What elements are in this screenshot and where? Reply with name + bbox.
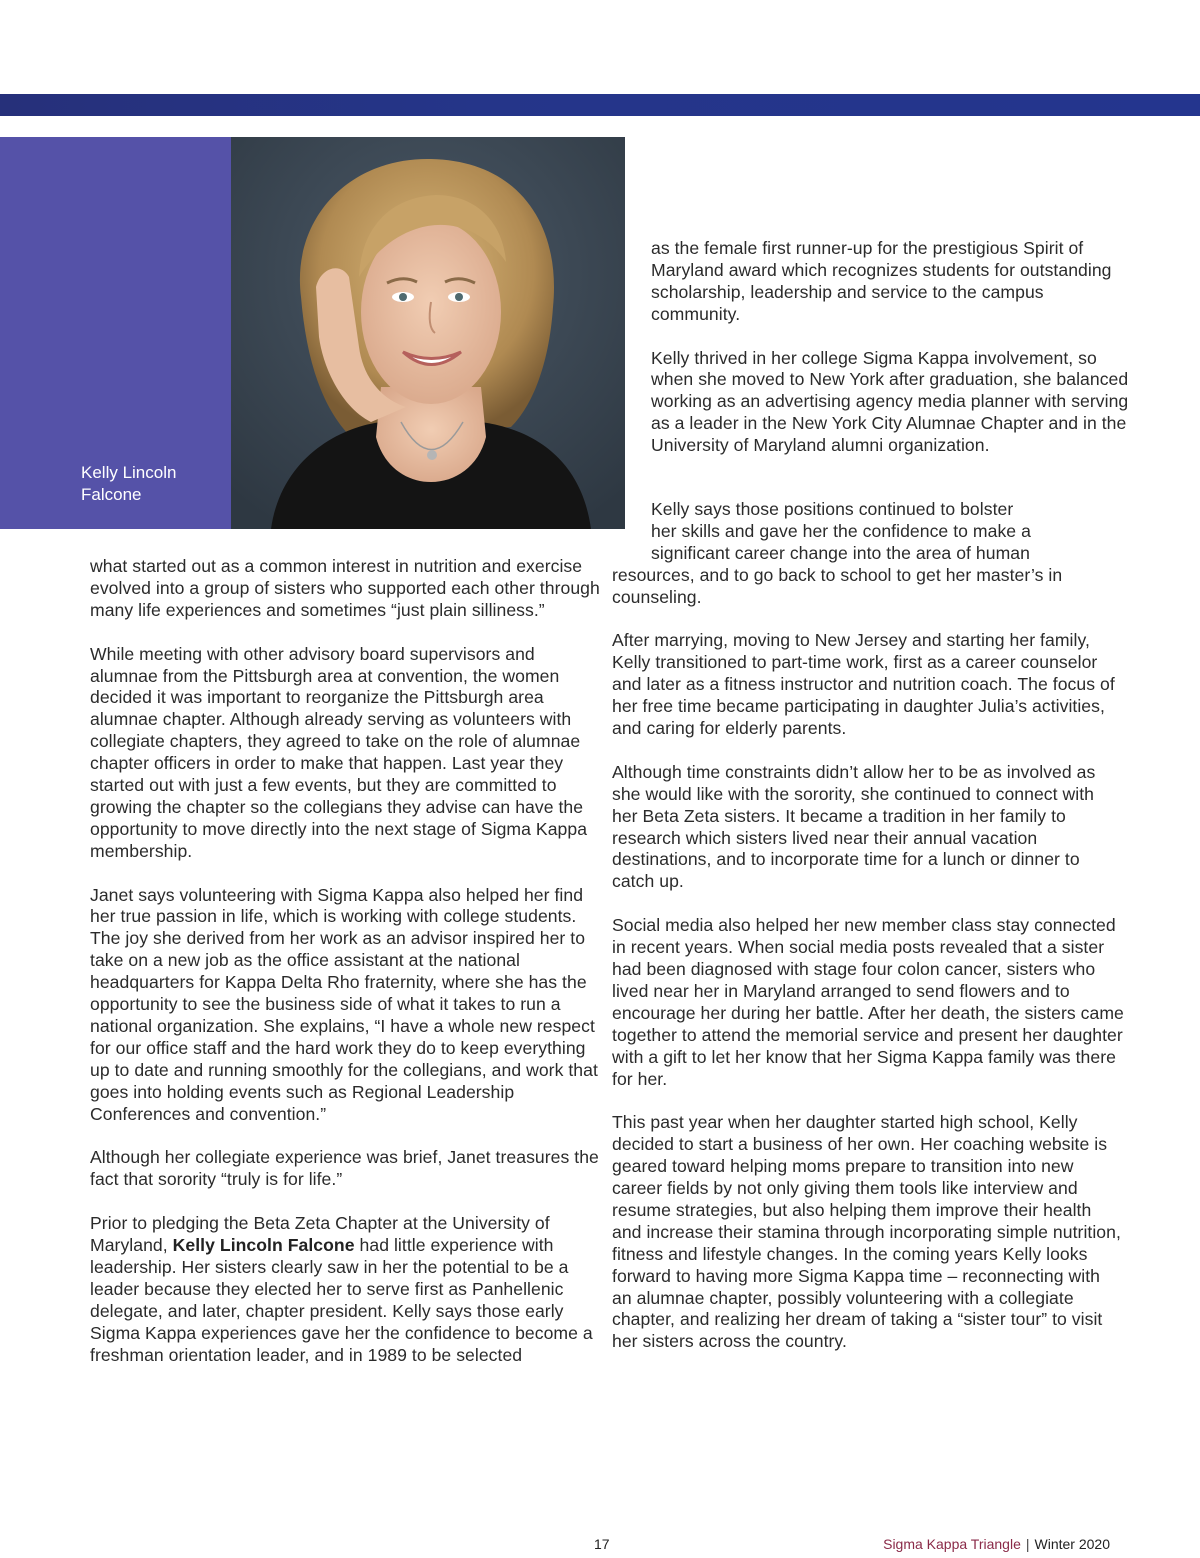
highlighted-name: Kelly Lincoln Falcone: [172, 1235, 355, 1256]
paragraph: as the female first runner-up for the prestigious Spirit of Maryland award which recognizes students for outstanding scholarship, leadership and service to the campus community.: [651, 238, 1112, 324]
portrait-photo: [231, 137, 625, 529]
paragraph-text: Prior to pledging the Beta Zeta Chapter at the University of Maryland,: [90, 1213, 550, 1256]
paragraph: Janet says volunteering with Sigma Kappa also helped her find her true passion in life, which is working with college students. The joy she derived from her work as an advisor inspired her to take on a new job as the office assistant at the national headquarters for Kappa Delta Rho fraternity, where she has the opportunity to see the business side of what it takes to run a national organization. She explains, “I have a whole new respect for our office staff and the hard work they do to keep everything up to date and running smoothly for the collegians, and work that goes into holding events such as Regional Leadership Conferences and convention.”: [90, 884, 598, 1124]
header-band: [0, 94, 1200, 116]
paragraph-line: significant career change into the area of human: [651, 542, 1030, 563]
caption-line-1: Kelly Lincoln: [81, 463, 177, 482]
publication-name: Sigma Kappa Triangle: [883, 1536, 1021, 1552]
paragraph: Social media also helped her new member class stay connected in recent years. When social media posts revealed that a sister had been diagnosed with stage four colon cancer, sisters who lived near her in Maryland arranged to send flowers and to encourage her during her battle. After her death, the sisters came together to attend the memorial service and present her daughter with a gift to let her know that her Sigma Kappa family was there for her.: [612, 915, 1124, 1089]
paragraph: what started out as a common interest in nutrition and exercise evolved into a group of sisters who supported each other through many life experiences and sometimes “just plain silliness.”: [90, 556, 600, 620]
paragraph: This past year when her daughter started high school, Kelly decided to start a business of her own. Her coaching website is geared toward helping moms prepare to transition into new career fields by not only giving them tools like interview and resume strategies, but also helping them improve their health and increase their stamina through incorporating simple nutrition, fitness and lifestyle changes. In the coming years Kelly looks forward to having more Sigma Kappa time – reconnecting with an alumnae chapter, possibly volunteering with a collegiate chapter, and realizing her dream of taking a “sister tour” to visit her sisters across the country.: [612, 1112, 1121, 1352]
right-column-top: [651, 238, 1131, 479]
paragraph: Kelly thrived in her college Sigma Kappa involvement, so when she moved to New York after graduation, she balanced working as an advertising agency media planner with serving as a leader in the New York City Alumnae Chapter and in the University of Maryland alumni organization.: [651, 347, 1129, 456]
page-number: 17: [594, 1536, 610, 1552]
caption-line-2: Falcone: [81, 485, 142, 504]
photo-caption: [81, 462, 221, 506]
paragraph: While meeting with other advisory board supervisors and alumnae from the Pittsburgh area at convention, the women decided it was important to reorganize the Pittsburgh area alumnae chapter. Although already serving as volunteers with collegiate chapters, they agreed to take on the role of alumnae chapter officers in order to make that happen. Last year they started out with just a few events, but they are committed to growing the chapter so the collegians they advise can have the opportunity to move directly into the next stage of Sigma Kappa membership.: [90, 643, 588, 861]
footer-separator: |: [1025, 1536, 1030, 1552]
paragraph: Although time constraints didn’t allow her to be as involved as she would like with the sorority, she continued to connect with her Beta Zeta sisters. It became a tradition in her family to research which sisters lived near their annual vacation destinations, and to incorporate time for a lunch or dinner to catch up.: [612, 761, 1096, 892]
paragraph: Although her collegiate experience was brief, Janet treasures the fact that sorority “truly is for life.”: [90, 1147, 599, 1190]
paragraph: [612, 499, 1124, 609]
paragraph-text: resources, and to go back to school to get her master’s in counseling.: [612, 564, 1063, 607]
paragraph-line: her skills and gave her the confidence to make a: [651, 520, 1031, 541]
paragraph: [90, 1213, 600, 1366]
left-column: [90, 556, 600, 1388]
right-column: [612, 499, 1124, 1375]
issue-label: Winter 2020: [1034, 1536, 1110, 1552]
paragraph-line: Kelly says those positions continued to bolster: [651, 499, 1014, 519]
publication-footer: [883, 1536, 1110, 1552]
paragraph-text: had little experience with leadership. Her sisters clearly saw in her the potential to be a leader because they elected her to serve first as Panhellenic delegate, and later, chapter president. Kelly says those early Sigma Kappa experiences gave her the confidence to become a freshman orientation leader, and in 1989 to be selected: [90, 1235, 593, 1365]
paragraph: After marrying, moving to New Jersey and starting her family, Kelly transitioned to part-time work, first as a career counselor and later as a fitness instructor and nutrition coach. The focus of her free time became participating in daughter Julia’s activities, and caring for elderly parents.: [612, 630, 1115, 739]
